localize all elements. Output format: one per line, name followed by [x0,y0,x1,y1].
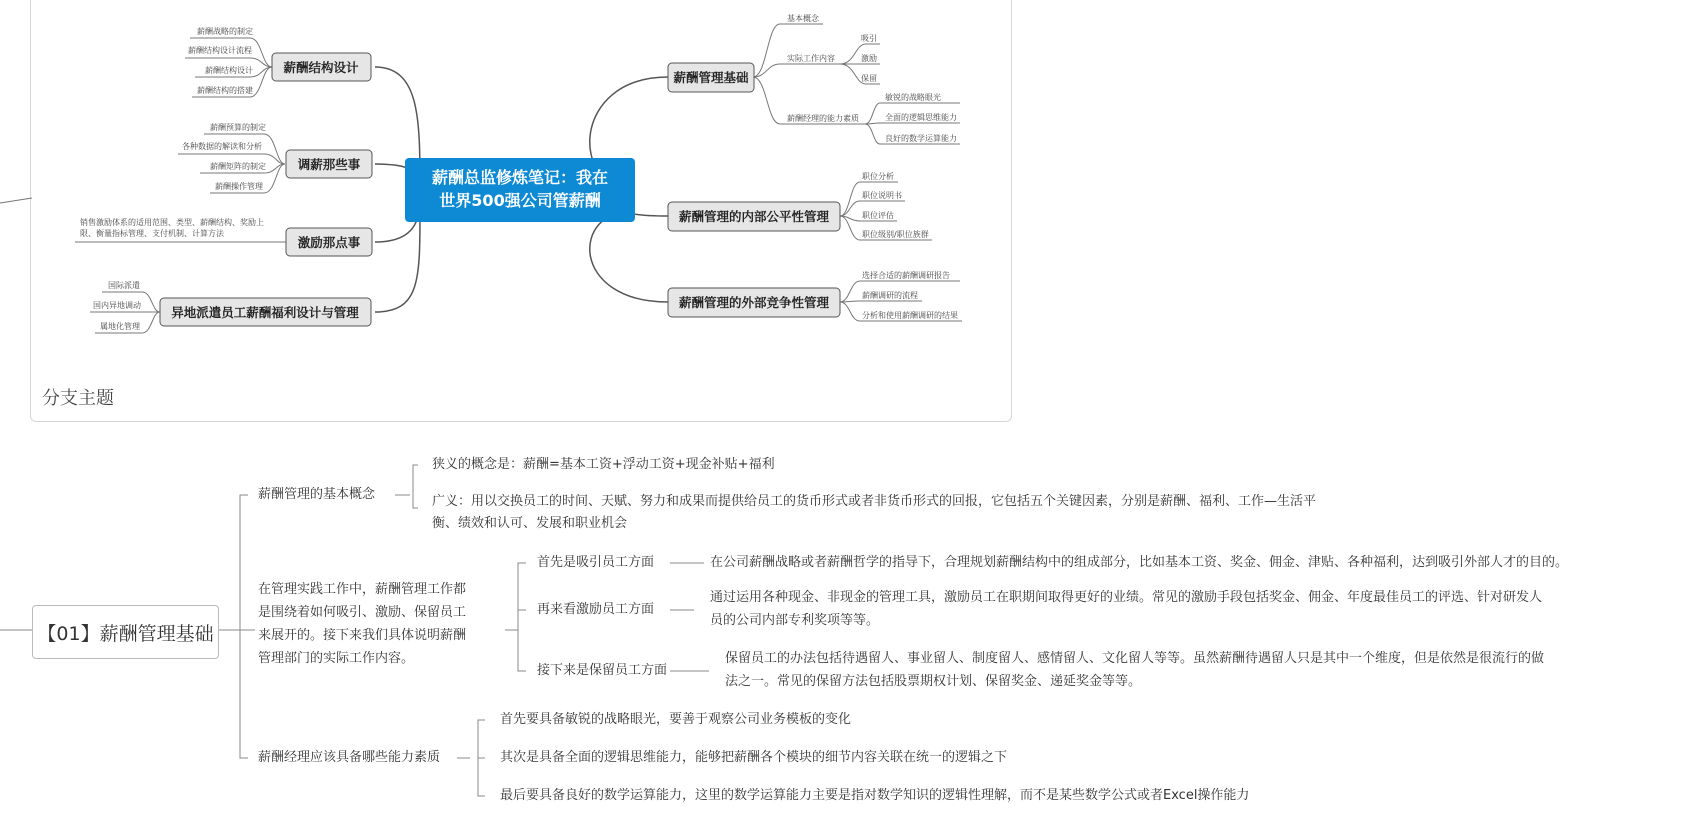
leaf: 薪酬矩阵的制定 [210,162,266,171]
leaf: 属地化管理 [100,322,140,331]
leaf: 薪酬结构设计流程 [188,46,252,55]
leaf: 基本概念 [787,14,819,23]
branch-label-pay-adjustment: 调薪那些事 [297,157,361,172]
outline-motivate-text-2: 员的公司内部专利奖项等等。 [710,613,880,628]
outline-root-node[interactable]: 【01】薪酬管理基础 [32,605,219,659]
leaf: 职位级别/职位族群 [862,230,929,239]
branch-label-basics: 薪酬管理基础 [673,70,749,85]
leaf: 全面的逻辑思维能力 [885,113,957,122]
outline-retain-text-2: 法之一。常见的保留方法包括股票期权计划、保留奖金、递延奖金等等。 [725,674,1142,689]
leaf: 国内异地调动 [93,301,141,310]
leaf: 敏锐的战略眼光 [885,93,941,102]
outline-practice-label-2[interactable]: 是围绕着如何吸引、激励、保留员工 [258,605,467,620]
leaf: 薪酬操作管理 [215,182,263,191]
outline-concept-narrow: 狭义的概念是：薪酬=基本工资+浮动工资+现金补贴+福利 [432,457,775,472]
outline-retain-label[interactable]: 接下来是保留员工方面 [537,663,668,678]
branch-label-external-competitiveness: 薪酬管理的外部竞争性管理 [678,295,830,310]
outline-concept-broad-1: 广义：用以交换员工的时间、天赋、努力和成果而提供给员工的货币形式或者非货币形式的回报，它包括五个关键因素，分别是薪酬、福利、工作—生活平 [432,494,1317,509]
outline-attract-text: 在公司薪酬战略或者薪酬哲学的指导下，合理规划薪酬结构中的组成部分，比如基本工资、奖金、佣金、津贴、各种福利，达到吸引外部人才的目的。 [710,555,1569,570]
leaf: 良好的数学运算能力 [885,134,957,143]
leaf: 选择合适的薪酬调研报告 [862,271,950,280]
branch-label-internal-equity: 薪酬管理的内部公平性管理 [678,209,830,224]
leaf: 薪酬预算的制定 [210,123,266,132]
leaf: 保留 [861,74,877,83]
leaf: 实际工作内容 [787,54,835,63]
leaf: 销售激励体系的适用范围、类型、薪酬结构、奖励上 [80,218,264,227]
outline-attract-label[interactable]: 首先是吸引员工方面 [537,555,655,570]
leaf: 薪酬结构设计 [205,66,253,75]
leaf: 职位分析 [862,172,894,181]
outline-concept-label[interactable]: 薪酬管理的基本概念 [258,487,376,502]
leaf: 各种数据的解读和分析 [182,142,262,151]
central-node-line1: 薪酬总监修炼笔记：我在 [431,168,609,187]
leaf: 薪酬调研的流程 [862,291,918,300]
leaf: 国际派遣 [108,281,140,290]
outline-practice-label-4[interactable]: 管理部门的实际工作内容。 [258,651,415,666]
leaf: 职位说明书 [862,191,902,200]
outline-concept-broad-2: 衡、绩效和认可、发展和职业机会 [432,516,628,531]
leaf: 吸引 [861,34,877,43]
branch-label-salary-structure: 薪酬结构设计 [283,60,359,75]
outline-ability-item-3: 最后要具备良好的数学运算能力，这里的数学运算能力主要是指对数学知识的逻辑性理解，而不是某些数学公式或者Excel操作能力 [500,788,1250,803]
branch-label-incentive: 激励那点事 [297,235,361,250]
outline-ability-label[interactable]: 薪酬经理应该具备哪些能力素质 [258,750,441,765]
branch-label-expatriate: 异地派遣员工薪酬福利设计与管理 [171,305,359,320]
outline-motivate-label[interactable]: 再来看激励员工方面 [537,602,655,617]
leaf: 薪酬战略的制定 [197,27,253,36]
leaf: 激励 [861,54,877,63]
outline-retain-text-1: 保留员工的办法包括待遇留人、事业留人、制度留人、感情留人、文化留人等等。虽然薪酬待遇留人只是其中一个维度，但是依然是很流行的做 [725,651,1545,666]
leaf: 限、衡量指标管理、支付机制、计算方法 [80,229,224,238]
outline-ability-item-1: 首先要具备敏锐的战略眼光，要善于观察公司业务模板的变化 [500,712,852,727]
panel-caption: 分支主题 [42,388,114,409]
outline-practice-label-3[interactable]: 来展开的。接下来我们具体说明薪酬 [258,628,467,643]
leaf: 职位评估 [862,211,894,220]
leaf: 薪酬结构的搭建 [197,86,253,95]
leaf: 分析和使用薪酬调研的结果 [862,311,958,320]
outline-practice-label-1[interactable]: 在管理实践工作中，薪酬管理工作都 [258,582,467,597]
leaf: 薪酬经理的能力素质 [787,114,859,123]
central-node-line2: 世界500强公司管薪酬 [439,191,601,210]
outline-motivate-text-1: 通过运用各种现金、非现金的管理工具，激励员工在职期间取得更好的业绩。常见的激励手段包括奖金、佣金、年度最佳员工的评选、针对研发人 [710,590,1543,605]
outline-ability-item-2: 其次是具备全面的逻辑思维能力，能够把薪酬各个模块的细节内容关联在统一的逻辑之下 [500,750,1008,765]
